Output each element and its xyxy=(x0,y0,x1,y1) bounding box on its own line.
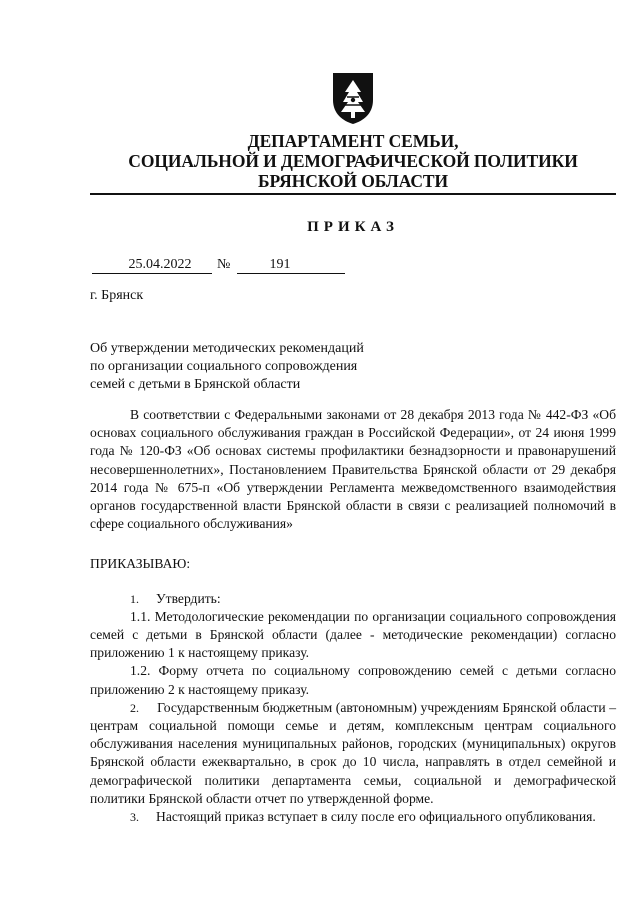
document-title: ПРИКАЗ xyxy=(307,219,399,235)
department-header xyxy=(90,131,616,191)
subject-line-3: семей с детьми в Брянской области xyxy=(90,377,301,392)
header-line-3: БРЯНСКОЙ ОБЛАСТИ xyxy=(257,171,448,191)
header-line-2: СОЦИАЛЬНОЙ И ДЕМОГРАФИЧЕСКОЙ ПОЛИТИКИ xyxy=(128,151,578,171)
item-2-number: 2. xyxy=(130,700,139,715)
item-3 xyxy=(90,808,616,826)
item-1-1: 1.1. Методологические рекомендации по организации социального сопровождения семей с детьми в Брянской области (далее - методические рекомендации) согласно приложению 1 к настоящему приказу. xyxy=(90,608,616,661)
item-3-text: Настоящий приказ вступает в силу после его официального опубликования. xyxy=(156,809,596,825)
header-divider xyxy=(90,193,616,195)
order-number: 191 xyxy=(237,257,345,274)
order-subject xyxy=(90,340,410,394)
item-1-2: 1.2. Форму отчета по социальному сопровождению семей с детьми согласно приложению 2 к настоящему приказу. xyxy=(90,663,616,697)
item-1 xyxy=(90,590,616,608)
header-line-1: ДЕПАРТАМЕНТ СЕМЬИ, xyxy=(247,131,459,151)
item-1-text: Утвердить: xyxy=(156,590,221,606)
item-2 xyxy=(90,699,616,808)
order-body xyxy=(90,406,616,826)
item-1-number: 1. xyxy=(130,591,139,606)
order-word: ПРИКАЗЫВАЮ: xyxy=(90,556,191,572)
item-2-text: Государственным бюджетным (автономным) учреждениям Брянской области – центрам социальной помощи семье и детям, комплексным центрам социального обслуживания населения муниципальных районов, городских (муниципальных) округов Брянской области ежеквартально, в срок до 10 числа, направлять в отдел семейной и демографической политики департамента семьи, социальной и демографической политики Брянской области отчет по утвержденной форме. xyxy=(90,699,617,806)
subject-line-1: Об утверждении методических рекомендаций xyxy=(90,341,364,356)
item-3-number: 3. xyxy=(130,810,139,825)
city: г. Брянск xyxy=(90,288,144,303)
subject-line-2: по организации социального сопровождения xyxy=(90,359,358,374)
number-sign: № xyxy=(217,257,231,272)
bryansk-coat-of-arms-icon xyxy=(330,70,376,126)
preamble-paragraph: В соответствии с Федеральными законами от 28 декабря 2013 года № 442-ФЗ «Об основах социального обслуживания граждан в Российской Федерации», от 24 июня 1999 года № 120-ФЗ «Об основах системы профилактики безнадзорности и правонарушений несовершеннолетних», Постановлением Правительства Брянской области от 29 декабря 2014 года № 675-п «Об утверждении Регламента межведомственного взаимодействия органов государственной власти Брянской области в связи с реализацией полномочий в сфере социального обслуживания» xyxy=(90,407,616,532)
order-date: 25.04.2022 xyxy=(92,257,212,274)
